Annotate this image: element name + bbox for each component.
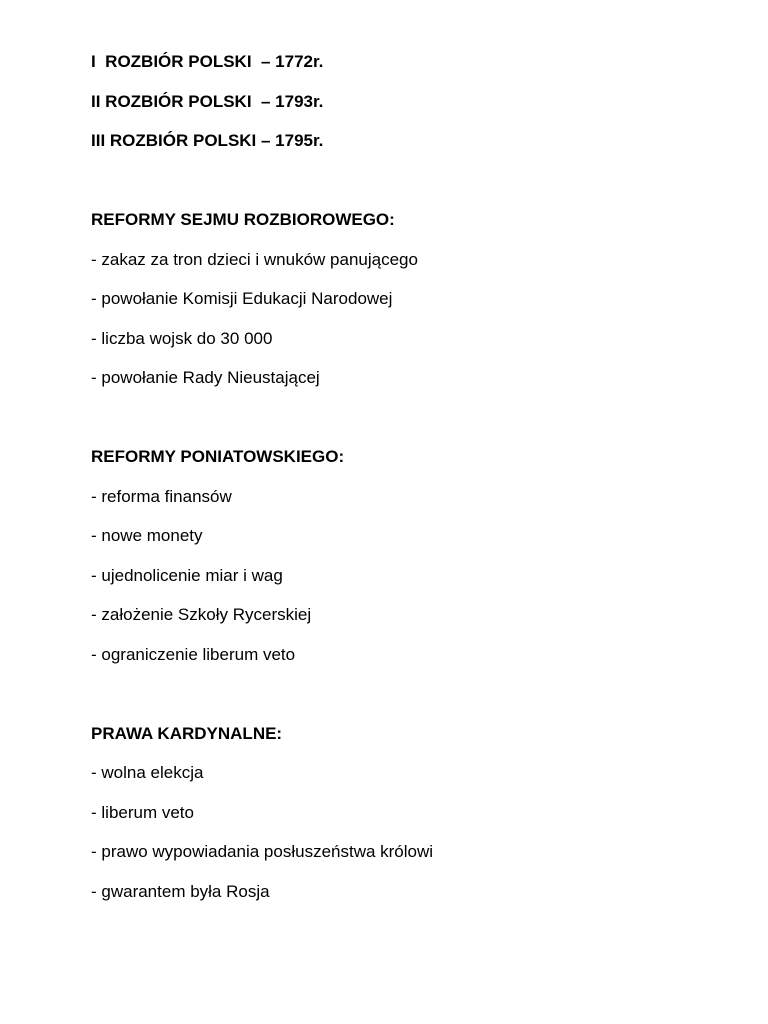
- partition-2: II ROZBIÓR POLSKI – 1793r.: [91, 91, 324, 111]
- spacer: [91, 408, 731, 448]
- list-item: - powołanie Rady Nieustającej: [91, 368, 320, 387]
- spacer: [91, 171, 731, 211]
- section-heading: REFORMY PONIATOWSKIEGO:: [91, 447, 345, 466]
- partitions-section: [91, 52, 731, 151]
- list-item: - gwarantem była Rosja: [91, 881, 270, 901]
- list-item: - liczba wojsk do 30 000: [91, 328, 273, 348]
- section-heading: PRAWA KARDYNALNE:: [91, 723, 283, 743]
- list-item: - powołanie Komisji Edukacji Narodowej: [91, 289, 393, 308]
- document-page: [91, 52, 731, 921]
- cardinal-laws-section: [91, 724, 731, 902]
- list-item: - ujednolicenie miar i wag: [91, 565, 283, 585]
- list-item: - reforma finansów: [91, 486, 232, 506]
- spacer: [91, 684, 731, 724]
- partition-1: I ROZBIÓR POLSKI – 1772r.: [91, 52, 324, 71]
- sejm-reforms-section: [91, 210, 731, 388]
- section-heading: REFORMY SEJMU ROZBIOROWEGO:: [91, 210, 395, 229]
- list-item: - liberum veto: [91, 802, 194, 822]
- list-item: - nowe monety: [91, 526, 203, 545]
- list-item: - prawo wypowiadania posłuszeństwa królowi: [91, 842, 434, 861]
- list-item: - ograniczenie liberum veto: [91, 644, 296, 664]
- list-item: - zakaz za tron dzieci i wnuków panującego: [91, 249, 418, 269]
- partition-3: III ROZBIÓR POLSKI – 1795r.: [91, 131, 324, 150]
- poniatowski-reforms-section: [91, 447, 731, 665]
- list-item: - założenie Szkoły Rycerskiej: [91, 605, 312, 624]
- list-item: - wolna elekcja: [91, 763, 204, 782]
